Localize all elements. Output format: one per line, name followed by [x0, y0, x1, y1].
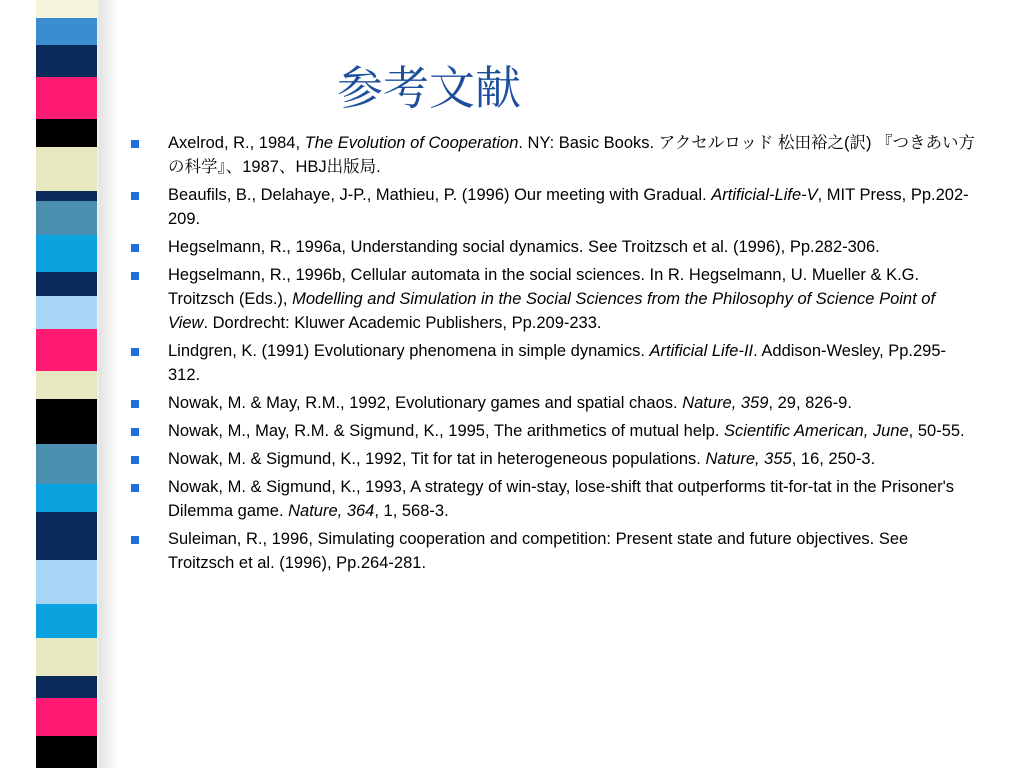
- reference-text: Hegselmann, R., 1996b, Cellular automata in the social sciences. In R. Hegselmann, U. Mueller & K.G. Troitzsch (Eds.),: [168, 266, 920, 308]
- stripe-segment: [36, 296, 97, 329]
- reference-text: Nowak, M. & Sigmund, K., 1993, A strategy of win-stay, lose-shift that outperforms tit-for-tat in the Prisoner's Dilemma game.: [168, 478, 955, 520]
- reference-text: , 50-55.: [908, 422, 965, 440]
- stripe-segment: [36, 444, 97, 484]
- reference-item: [128, 527, 978, 575]
- reference-text: Beaufils, B., Delahaye, J-P., Mathieu, P. (1996) Our meeting with Gradual.: [168, 186, 712, 204]
- reference-item: [128, 391, 978, 415]
- square-bullet-icon: [131, 244, 139, 252]
- reference-item: [128, 447, 978, 471]
- reference-italic-text: Artificial-Life-V: [711, 186, 818, 204]
- reference-text: Nowak, M. & May, R.M., 1992, Evolutionary games and spatial chaos.: [168, 394, 683, 412]
- stripe-segment: [36, 235, 97, 272]
- reference-italic-text: Modelling and Simulation in the Social Sciences from the Philosophy of Science Point of View: [168, 290, 936, 332]
- reference-item: [128, 263, 978, 335]
- reference-item: [128, 235, 978, 259]
- stripe-segment: [36, 736, 97, 768]
- stripe-segment: [36, 0, 97, 18]
- stripe-segment: [36, 484, 97, 512]
- square-bullet-icon: [131, 272, 139, 280]
- stripe-segment: [36, 698, 97, 736]
- reference-text: Hegselmann, R., 1996a, Understanding social dynamics. See Troitzsch et al. (1996), Pp.282-306.: [168, 238, 880, 256]
- reference-text: Lindgren, K. (1991) Evolutionary phenomena in simple dynamics.: [168, 342, 650, 360]
- square-bullet-icon: [131, 536, 139, 544]
- reference-italic-text: Artificial Life-II: [649, 342, 754, 360]
- stripe-segment: [36, 201, 97, 235]
- reference-italic-text: Scientific American, June: [724, 422, 909, 440]
- square-bullet-icon: [131, 140, 139, 148]
- stripe-segment: [36, 18, 97, 45]
- reference-text: Axelrod, R., 1984,: [168, 134, 305, 152]
- reference-text: . Dordrecht: Kluwer Academic Publishers, Pp.209-233.: [203, 314, 602, 332]
- reference-item: [128, 475, 978, 523]
- square-bullet-icon: [131, 484, 139, 492]
- square-bullet-icon: [131, 456, 139, 464]
- reference-italic-text: Nature, 359: [682, 394, 769, 412]
- reference-text: Nowak, M. & Sigmund, K., 1992, Tit for tat in heterogeneous populations.: [168, 450, 706, 468]
- reference-italic-text: Nature, 364: [288, 502, 375, 520]
- slide-title: 参考文献: [337, 61, 521, 115]
- stripe-segment: [36, 147, 97, 191]
- reference-text: , MIT Press, Pp.202-209.: [168, 186, 969, 228]
- reference-text: , 29, 826-9.: [768, 394, 852, 412]
- stripe-segment: [36, 560, 97, 604]
- stripe-segment: [36, 676, 97, 698]
- reference-item: [128, 131, 978, 179]
- reference-text: . NY: Basic Books. アクセルロッド 松田裕之(訳) 『つきあい方の科学』、1987、HBJ出版局.: [168, 134, 976, 176]
- stripe-segment: [36, 604, 97, 638]
- reference-text: . Addison-Wesley, Pp.295-312.: [168, 342, 947, 384]
- stripe-segment: [36, 191, 97, 201]
- stripe-segment: [36, 371, 97, 399]
- reference-text: , 1, 568-3.: [374, 502, 449, 520]
- stripe-segment: [36, 638, 97, 676]
- stripe-segment: [36, 399, 97, 444]
- reference-text: , 16, 250-3.: [791, 450, 876, 468]
- reference-item: [128, 419, 978, 443]
- reference-item: [128, 183, 978, 231]
- stripe-segment: [36, 119, 97, 147]
- reference-item: [128, 339, 978, 387]
- stripe-segment: [36, 512, 97, 560]
- reference-text: Suleiman, R., 1996, Simulating cooperation and competition: Present state and future objectives. See Troitzsch et al. (1996), Pp.264-281.: [168, 530, 909, 572]
- stripe-segment: [36, 272, 97, 296]
- reference-text: Nowak, M., May, R.M. & Sigmund, K., 1995, The arithmetics of mutual help.: [168, 422, 725, 440]
- square-bullet-icon: [131, 348, 139, 356]
- stripe-segment: [36, 329, 97, 371]
- square-bullet-icon: [131, 400, 139, 408]
- reference-italic-text: Nature, 355: [705, 450, 792, 468]
- square-bullet-icon: [131, 192, 139, 200]
- square-bullet-icon: [131, 428, 139, 436]
- reference-italic-text: The Evolution of Cooperation: [304, 134, 519, 152]
- reference-list: [128, 131, 978, 579]
